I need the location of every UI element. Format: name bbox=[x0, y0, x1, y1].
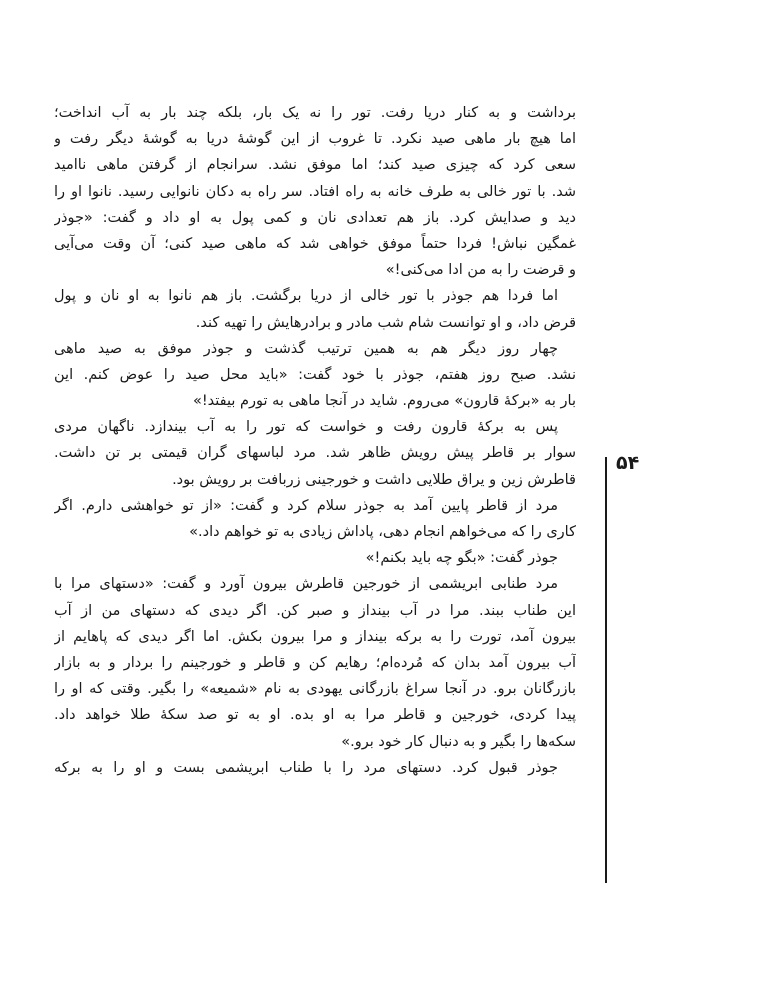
text-line: قاطرش زین و یراق طلایی داشت و خورجینی زربافت بر رویش بود. bbox=[172, 471, 576, 488]
text-line: سعی کرد که چیزی صید کند؛ اما موفق نشد. سرانجام از گرفتن ماهی ناامید bbox=[54, 157, 576, 174]
page-number: ۵۴ bbox=[616, 452, 640, 474]
text-line: و قرضت را به من ادا می‌کنی!» bbox=[385, 262, 576, 279]
text-line: قرض داد، و او توانست شام شب مادر و برادرهایش را تهیه کند. bbox=[195, 314, 576, 331]
text-line: جوذر قبول کرد. دستهای مرد را با طناب ابریشمی بست و او را به برکه bbox=[54, 759, 558, 776]
text-line: این طناب ببند. مرا در آب بینداز و صبر کن. اگر دیدی که دستهای من از آب bbox=[54, 602, 576, 619]
text-line: نشد. صبح روز هفتم، جوذر با خود گفت: «باید محل صید را عوض کنم. این bbox=[54, 366, 576, 383]
text-line: بازرگانان برو. در آنجا سراغ بازرگانی یهودی به نام «شمیعه» را بگیر. وقتی که او را bbox=[54, 681, 576, 698]
text-line: آب بیرون آمد بدان که مُرده‌ام؛ رهایم کن و قاطر و خورجینم را بردار و به بازار bbox=[54, 654, 576, 671]
text-line: پیدا کردی، خورجین و قاطر مرا به او بده. او به تو صد سکهٔ طلا خواهد داد. bbox=[54, 707, 576, 724]
body-text bbox=[54, 100, 576, 781]
text-line: برداشت و به کنار دریا رفت. تور را نه یک بار، بلکه چند بار به آب انداخت؛ bbox=[54, 105, 576, 121]
text-line: غمگین نباش! فردا حتماً موفق خواهی شد که ماهی صید کنی؛ آن وقت می‌آیی bbox=[54, 235, 576, 252]
text-line: پس به برکهٔ قارون رفت و خواست که تور را به آب بیندازد. ناگهان مردی bbox=[54, 419, 558, 436]
text-line: چهار روز دیگر هم به همین ترتیب گذشت و جوذر موفق به صید ماهی bbox=[54, 340, 558, 357]
text-line: اما هیچ بار ماهی صید نکرد. تا غروب از این گوشهٔ دریا به گوشهٔ دیگر رفت و bbox=[54, 131, 576, 148]
text-line: مرد از قاطر پایین آمد به جوذر سلام کرد و گفت: «از تو خواهشی دارم. اگر bbox=[54, 497, 558, 514]
text-line: بار به «برکهٔ قارون» می‌روم. شاید در آنجا ماهی به تورم بیفتد!» bbox=[192, 393, 576, 410]
text-line: اما فردا هم جوذر با تور خالی از دریا برگشت. باز هم نانوا به او نان و پول bbox=[54, 288, 558, 305]
margin-rule bbox=[605, 457, 607, 883]
text-line: دید و صدایش کرد. باز هم تعدادی نان و کمی پول به او داد و گفت: «جوذر bbox=[54, 209, 576, 226]
text-line: جوذر گفت: «بگو چه باید بکنم!» bbox=[365, 550, 558, 567]
text-line: سکه‌ها را بگیر و به دنبال کار خود برو.» bbox=[341, 733, 576, 750]
text-line: شد. با تور خالی به طرف خانه به راه افتاد. سر راه به دکان نانوایی رسید. نانوا او را bbox=[54, 183, 576, 200]
text-line: بیرون آمد، تورت را به برکه بینداز و مرا بیرون بکش. اما اگر دیدی که پاهایم از bbox=[54, 628, 576, 645]
text-line: سوار بر قاطر پیش رویش ظاهر شد. مرد لباسهای گران قیمتی بر تن داشت. bbox=[54, 445, 576, 462]
text-line: کاری را که می‌خواهم انجام دهی، پاداش زیادی به تو خواهم داد.» bbox=[189, 524, 576, 540]
text-line: مرد طنابی ابریشمی از خورجین قاطرش بیرون آورد و گفت: «دستهای مرا با bbox=[54, 576, 558, 593]
